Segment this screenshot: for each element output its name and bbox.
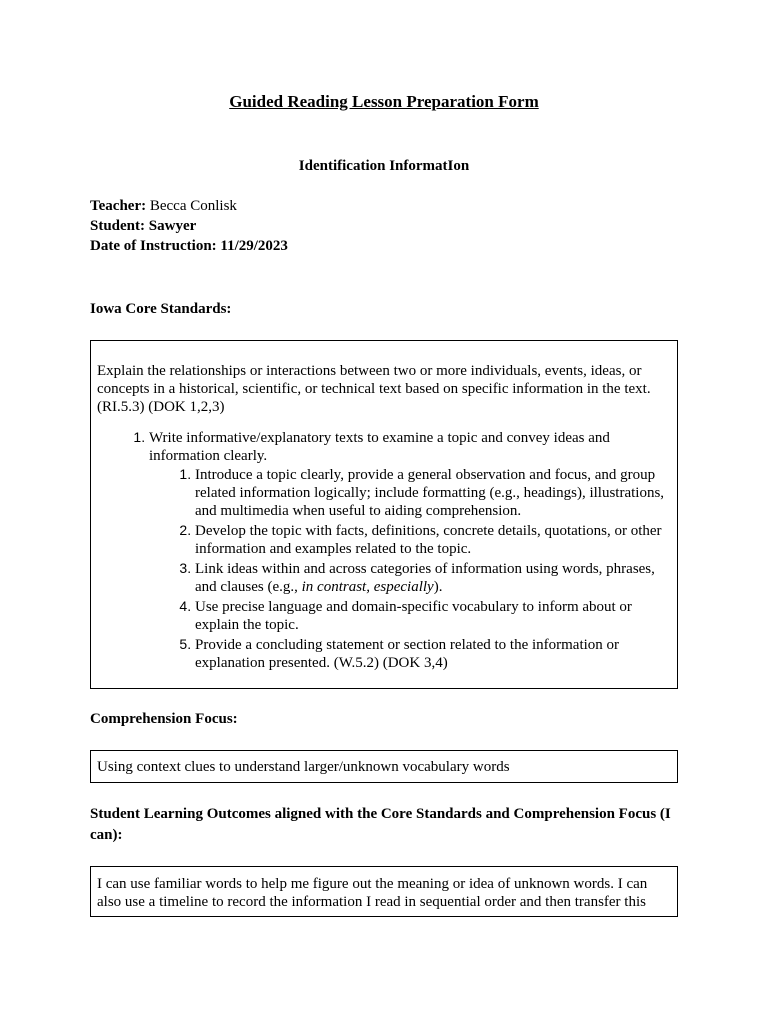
- outcomes-heading: Student Learning Outcomes aligned with the Core Standards and Comprehension Focus (I can):: [90, 806, 671, 843]
- standard-subitem-1: [195, 465, 671, 520]
- section-title-identification: Identification InformatIon: [298, 158, 470, 174]
- teacher-value: Becca Conlisk: [149, 198, 237, 214]
- standard-subitem-3-text: Link ideas within and across categories of information using words, phrases, and clauses (e.g.,: [195, 561, 655, 595]
- standard-subitem-5-text: Provide a concluding statement or section related to the information or explanation presented. (W.5.2) (DOK 3,4): [195, 637, 620, 671]
- date-label: Date of Instruction:: [90, 238, 217, 254]
- standard-subitem-4-text: Use precise language and domain-specific vocabulary to inform about or explain the topic.: [195, 599, 632, 633]
- form-title: Guided Reading Lesson Preparation Form: [229, 92, 539, 111]
- standard-ri-5-3: Explain the relationships or interactions between two or more individuals, events, ideas, or concepts in a historical, scientific, or technical text based on specific information in the text. (RI.5.3) (DOK 1,2,3): [97, 363, 651, 415]
- student-line: [90, 216, 288, 236]
- standard-item-1-text: Write informative/explanatory texts to examine a topic and convey ideas and information clearly.: [149, 430, 610, 464]
- standard-subitem-2: [195, 521, 671, 558]
- standards-box: [90, 340, 678, 689]
- standard-subitem-3-end: ).: [433, 579, 443, 595]
- outcomes-text: I can use familiar words to help me figure out the meaning or idea of unknown words. I can also use a timeline to record the information I read in sequential order and then transfer this: [97, 876, 648, 910]
- standard-sublist: [149, 465, 671, 672]
- standard-subitem-2-text: Develop the topic with facts, definitions, concrete details, quotations, or other information and examples related to the topic.: [195, 523, 662, 557]
- date-line: [90, 236, 288, 256]
- standard-item-1: [149, 428, 671, 672]
- standard-subitem-1-text: Introduce a topic clearly, provide a general observation and focus, and group related information logically; include formatting (e.g., headings), illustrations, and multimedia when useful to aiding comprehension.: [195, 467, 665, 519]
- student-value: Sawyer: [148, 218, 197, 234]
- student-label: Student:: [90, 218, 146, 234]
- teacher-line: [90, 196, 288, 216]
- standard-subitem-3-italic: in contrast, especially: [301, 579, 434, 595]
- standard-subitem-3: [195, 559, 671, 596]
- comprehension-text: Using context clues to understand larger/unknown vocabulary words: [97, 759, 510, 775]
- standard-subitem-5: [195, 635, 671, 672]
- outcomes-box: [90, 866, 678, 917]
- standards-heading: Iowa Core Standards:: [90, 301, 232, 317]
- comprehension-box: [90, 750, 678, 783]
- identification-info: [90, 196, 288, 256]
- date-value: 11/29/2023: [220, 238, 288, 254]
- standards-list: [97, 428, 671, 672]
- comprehension-heading: Comprehension Focus:: [90, 711, 238, 727]
- teacher-label: Teacher:: [90, 198, 147, 214]
- standard-subitem-4: [195, 597, 671, 634]
